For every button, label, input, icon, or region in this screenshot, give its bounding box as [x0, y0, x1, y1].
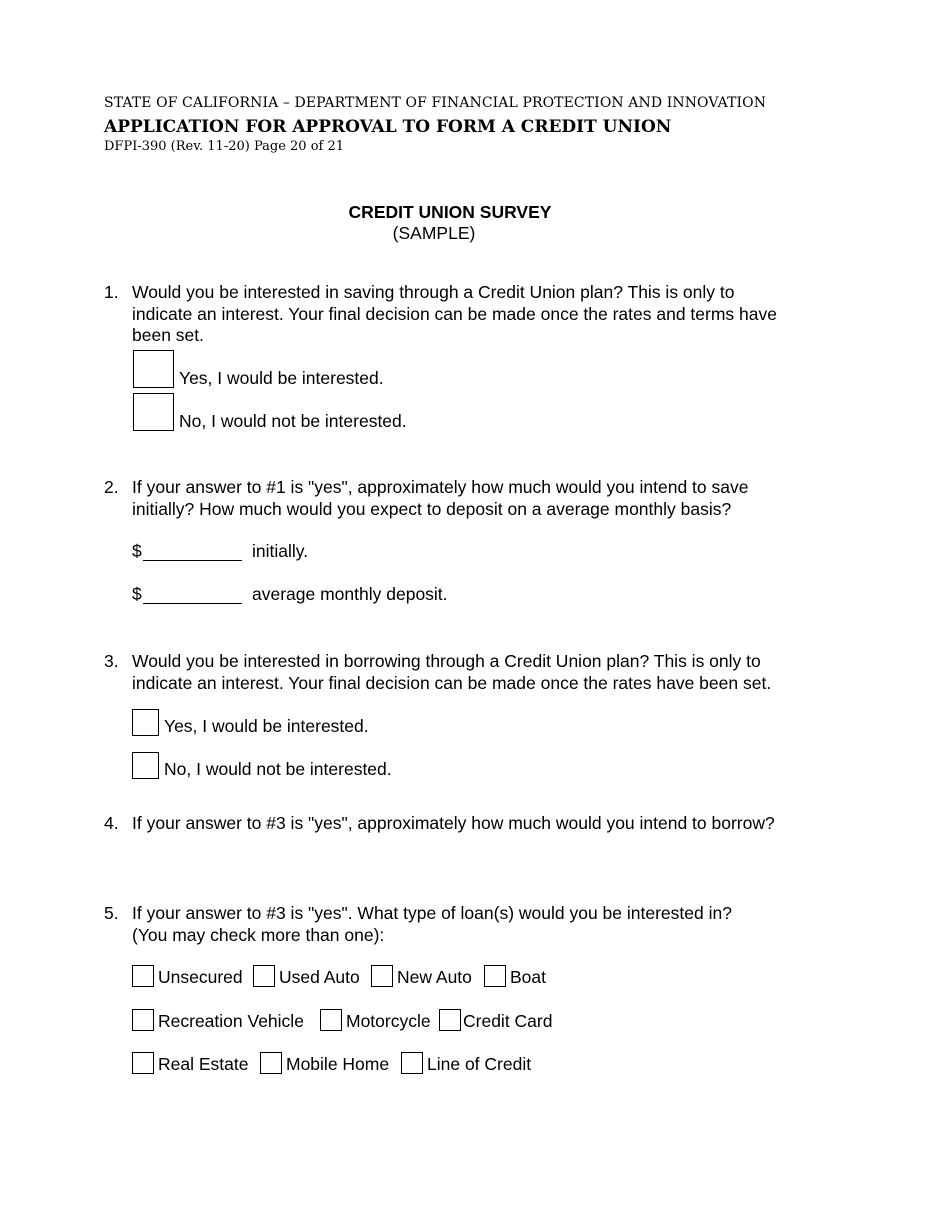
question-line: If your answer to #3 is "yes". What type of loan(s) would you be interested in? [132, 903, 732, 923]
unsecured-checkbox[interactable] [132, 965, 154, 987]
q3-no-checkbox[interactable] [132, 752, 159, 779]
question-line: indicate an interest. Your final decision can be made once the rates have been set. [132, 672, 772, 693]
line-of-credit-label: Line of Credit [427, 1054, 532, 1074]
question-line: indicate an interest. Your final decision can be made once the rates and terms have [132, 303, 777, 324]
question-number: 1. [104, 282, 119, 302]
real-estate-checkbox[interactable] [132, 1052, 154, 1074]
q3-no-label: No, I would not be interested. [164, 759, 392, 779]
unsecured-label: Unsecured [158, 967, 243, 987]
form-id: DFPI-390 (Rev. 11-20) Page 20 of 21 [104, 139, 345, 154]
new-auto-label: New Auto [397, 967, 472, 987]
monthly-deposit-field[interactable] [143, 603, 242, 604]
used-auto-checkbox[interactable] [253, 965, 275, 987]
q1-no-label: No, I would not be interested. [179, 411, 407, 431]
question-line: initially? How much would you expect to deposit on a average monthly basis? [132, 498, 732, 519]
question-number: 3. [104, 651, 119, 671]
question-text [132, 813, 842, 835]
question-line: (You may check more than one): [132, 924, 385, 945]
question-line: Would you be interested in saving through a Credit Union plan? This is only to [132, 282, 735, 302]
question-line: If your answer to #3 is "yes", approximately how much would you intend to borrow? [132, 813, 775, 833]
line-of-credit-checkbox[interactable] [401, 1052, 423, 1074]
question-text [132, 903, 842, 946]
question-4 [104, 813, 839, 837]
real-estate-label: Real Estate [158, 1054, 249, 1074]
motorcycle-label: Motorcycle [346, 1011, 431, 1031]
used-auto-label: Used Auto [279, 967, 360, 987]
q3-yes-checkbox[interactable] [132, 709, 159, 736]
application-title: APPLICATION FOR APPROVAL TO FORM A CREDIT UNION [104, 117, 672, 137]
question-5 [104, 903, 839, 1083]
recreation-vehicle-label: Recreation Vehicle [158, 1011, 304, 1031]
q1-yes-label: Yes, I would be interested. [179, 368, 384, 388]
initial-amount-field[interactable] [143, 560, 242, 561]
question-text [132, 477, 842, 520]
currency-symbol: $ [132, 584, 142, 604]
question-text [132, 651, 842, 694]
recreation-vehicle-checkbox[interactable] [132, 1009, 154, 1031]
mobile-home-checkbox[interactable] [260, 1052, 282, 1074]
q1-no-checkbox[interactable] [133, 393, 174, 431]
credit-card-checkbox[interactable] [439, 1009, 461, 1031]
question-line: If your answer to #1 is "yes", approximately how much would you intend to save [132, 477, 749, 497]
boat-checkbox[interactable] [484, 965, 506, 987]
question-1 [104, 282, 839, 442]
q1-yes-checkbox[interactable] [133, 350, 174, 388]
mobile-home-label: Mobile Home [286, 1054, 390, 1074]
question-line: Would you be interested in borrowing through a Credit Union plan? This is only to [132, 651, 761, 671]
question-2 [104, 477, 839, 607]
q3-yes-label: Yes, I would be interested. [164, 716, 369, 736]
new-auto-checkbox[interactable] [371, 965, 393, 987]
initial-amount-label: initially. [252, 541, 309, 561]
question-3 [104, 651, 839, 783]
monthly-deposit-label: average monthly deposit. [252, 584, 448, 604]
agency-name: STATE OF CALIFORNIA – DEPARTMENT OF FINANCIAL PROTECTION AND INNOVATION [104, 95, 767, 111]
credit-card-label: Credit Card [463, 1011, 553, 1031]
question-text [132, 282, 842, 347]
survey-title: CREDIT UNION SURVEY [348, 202, 552, 222]
question-number: 5. [104, 903, 119, 923]
currency-symbol: $ [132, 541, 142, 561]
survey-subtitle: (SAMPLE) [392, 223, 476, 243]
question-number: 2. [104, 477, 119, 497]
boat-label: Boat [510, 967, 546, 987]
motorcycle-checkbox[interactable] [320, 1009, 342, 1031]
question-number: 4. [104, 813, 119, 833]
question-line: been set. [132, 325, 204, 345]
